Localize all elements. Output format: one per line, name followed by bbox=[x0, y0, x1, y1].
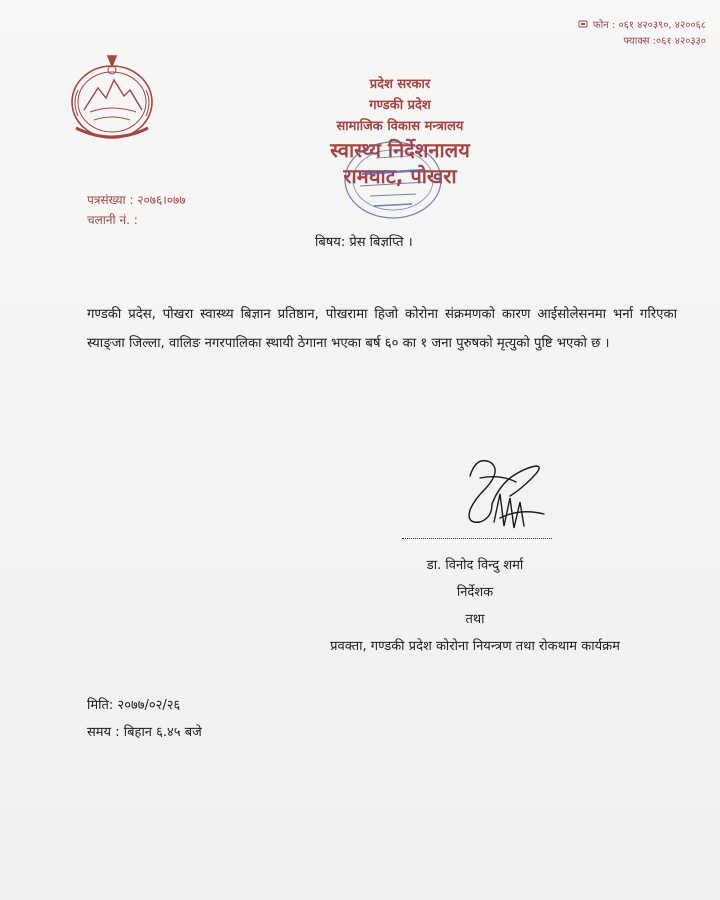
subject-line: बिषय: प्रेस बिज्ञप्ति । bbox=[315, 235, 413, 250]
dispatch-number: चलानी नं. : bbox=[87, 213, 138, 227]
issue-time: समय : बिहान ६.४५ बजे bbox=[87, 725, 202, 740]
signatory-designation: निर्देशक bbox=[456, 585, 494, 600]
signatory-role: प्रवक्ता, गण्डकी प्रदेश कोरोना नियन्त्रण तथा रोकथाम कार्यक्रम bbox=[330, 639, 620, 654]
footer-block bbox=[87, 692, 202, 746]
government-name: प्रदेश सरकार bbox=[369, 77, 431, 92]
phone-line bbox=[578, 18, 706, 34]
directorate-name: स्वास्थ्य निर्देशनालय bbox=[330, 138, 470, 162]
phone-icon bbox=[578, 19, 588, 29]
letter-number: पत्रसंख्या : २०७६।०७७ bbox=[87, 193, 186, 207]
reference-block bbox=[87, 190, 186, 230]
ministry-name: सामाजिक विकास मन्त्रालय bbox=[336, 119, 464, 134]
body-paragraph: गण्डकी प्रदेस, पोखरा स्वास्थ्य बिज्ञान प्रतिष्ठान, पोखरामा हिजो कोरोना संक्रमणको कारण आईसोलेसनमा भर्ना गरिएका स्याङ्जा जिल्ला, वालिङ नगरपालिका स्थायी ठेगाना भएका बर्ष ६० का १ जना पुरुषको मृत्युको पुष्टि भएको छ । bbox=[87, 307, 677, 351]
signatory-block bbox=[300, 552, 650, 660]
signatory-conjunction: तथा bbox=[465, 612, 485, 627]
province-name: गण्डकी प्रदेश bbox=[369, 98, 431, 113]
fax-text: फ्याक्स :०६१ ४२०३३० bbox=[623, 36, 706, 47]
office-stamp-icon bbox=[340, 136, 446, 224]
signatory-name: डा. विनोद विन्दु शर्मा bbox=[426, 558, 524, 573]
contact-block bbox=[578, 18, 706, 50]
issue-date: मिति: २०७७/०२/२६ bbox=[87, 698, 181, 713]
city-name: रामघाट, पोखरा bbox=[343, 164, 457, 188]
signature-icon bbox=[440, 448, 570, 548]
signature-line bbox=[402, 538, 552, 539]
nepal-emblem-icon bbox=[64, 50, 160, 146]
phone-text: फोन : ०६१ ४२०३९०, ४२००६८ bbox=[592, 20, 706, 31]
